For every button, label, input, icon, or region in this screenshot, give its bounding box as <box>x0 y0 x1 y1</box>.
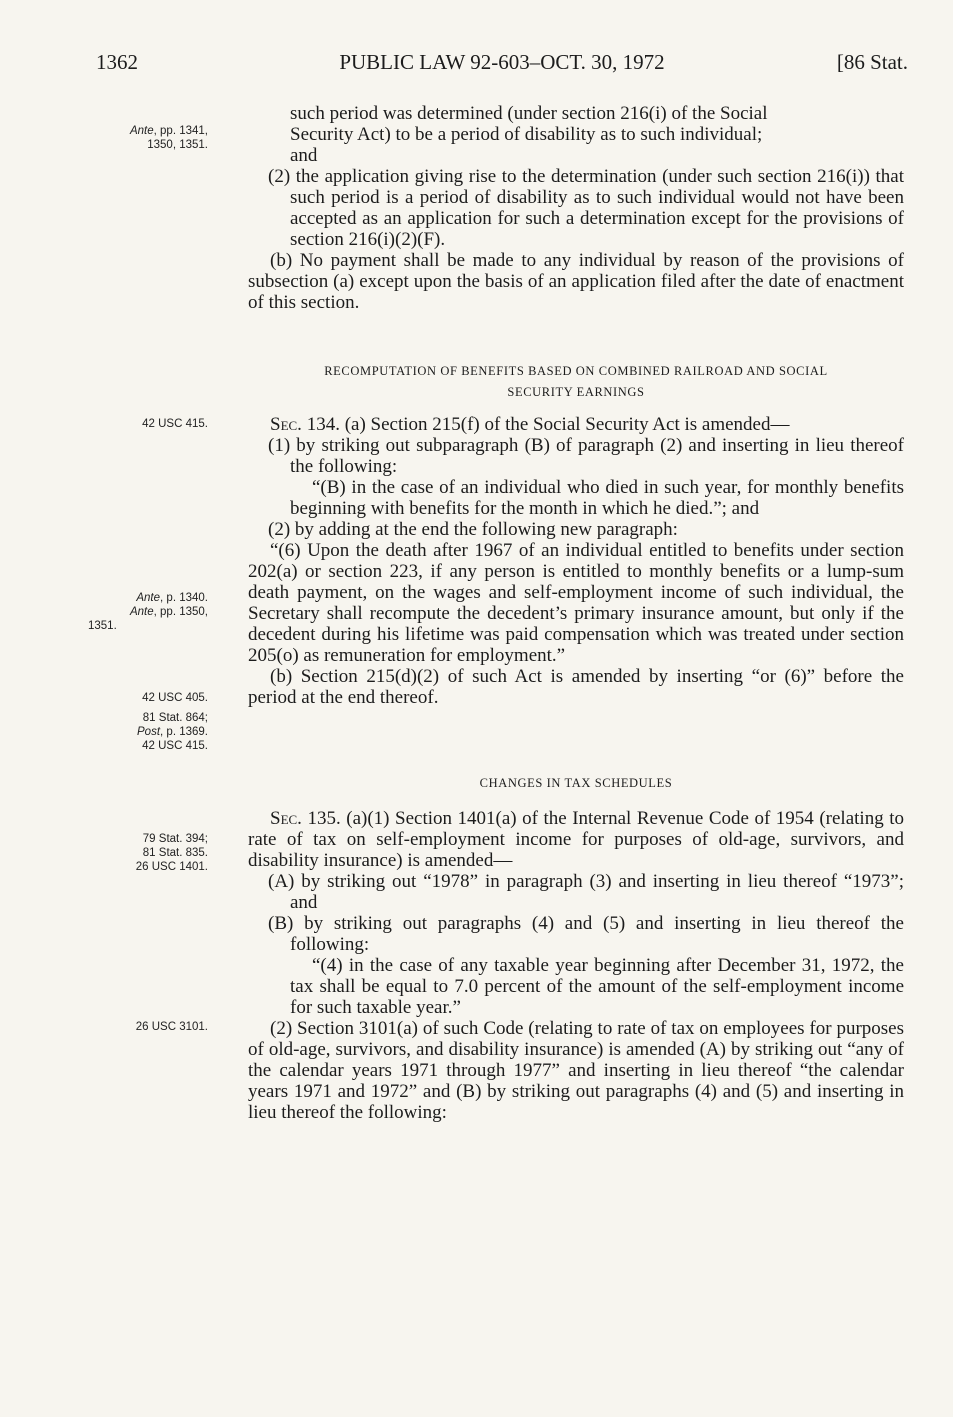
running-title: PUBLIC LAW 92-603–OCT. 30, 1972 <box>339 50 665 74</box>
section-134-subsection-b: (b) Section 215(d)(2) of such Act is amended by inserting “or (6)” before the period at the end thereof. <box>248 666 904 708</box>
continued-line-1: such period was determined (under section 216(i) of the Social <box>290 103 768 124</box>
margin-note-42usc405: 42 USC 405. <box>142 692 208 704</box>
margin-note-ante-1340: Ante, p. 1340. Ante, pp. 1350, 1351. <box>88 592 208 632</box>
section-135 <box>248 808 904 1123</box>
page-header <box>96 50 908 84</box>
section-135-para-A: (A) by striking out “1978” in paragraph (3) and inserting in lieu thereof “1973”; and <box>268 871 904 913</box>
section-134-intro: Sec. 134. (a) Section 215(f) of the Social Security Act is amended— <box>270 414 790 435</box>
section-134-para-1: (1) by striking out subparagraph (B) of paragraph (2) and inserting in lieu thereof the following: <box>268 435 904 477</box>
margin-note-26usc3101: 26 USC 3101. <box>135 1021 208 1033</box>
continued-line-2: Security Act) to be a period of disability as to such individual; <box>290 124 763 145</box>
continued-line-3: and <box>290 145 318 166</box>
section-135-para-2: (2) Section 3101(a) of such Code (relating to rate of tax on employees for purposes of old-age, survivors, and disability insurance) is amended (A) by striking out “any of the calendar years 1971 through 1977” and inserting in lieu thereof “the calendar years 1971 and 1972” and (B) by striking out paragraphs (4) and (5) and inserting in lieu thereof the following: <box>248 1018 904 1123</box>
margin-note-42usc415: 42 USC 415. <box>142 418 208 430</box>
subsection-b: (b) No payment shall be made to any individual by reason of the provisions of subsection (a) except upon the basis of an application filed after the date of enactment of this section. <box>248 250 904 313</box>
section-134-para-2: (2) by adding at the end the following new paragraph: <box>268 519 678 540</box>
section-heading-recomputation: RECOMPUTATION OF BENEFITS BASED ON COMBINED RAILROAD AND SOCIAL SECURITY EARNINGS <box>324 364 828 399</box>
paragraph-2: (2) the application giving rise to the determination (under such section 216(i)) that such period is a period of disability as to such individual would not have been accepted as an application for such a determination except for the provisions of section 216(i)(2)(F). <box>268 166 904 250</box>
section-134-quoted-6: “(6) Upon the death after 1967 of an individual entitled to benefits under section 202(a) or section 223, if any person is entitled to monthly benefits or a lump-sum death payment, on the wages and self-employment income of such individual, the Secretary shall recompute the decedent’s primary insurance amount, but only if the decedent during his lifetime was paid compensation which was treated under section 205(o) as remuneration for employment.” <box>248 540 904 666</box>
page-number: 1362 <box>96 50 138 74</box>
statute-volume: [86 Stat. <box>836 50 908 74</box>
section-135-quoted-4: “(4) in the case of any taxable year beginning after December 31, 1972, the tax shall be equal to 7.0 percent of the amount of the self-employment income for such taxable year.” <box>290 955 904 1018</box>
margin-note-79stat394: 79 Stat. 394; 81 Stat. 835. 26 USC 1401. <box>135 833 208 873</box>
section-134-quoted-b: “(B) in the case of an individual who died in such year, for monthly benefits beginning with benefits for the month in which he died.”; and <box>290 477 904 519</box>
section-heading-tax-schedules: CHANGES IN TAX SCHEDULES <box>479 776 673 790</box>
continuation-block <box>248 103 904 313</box>
section-134 <box>248 414 904 708</box>
section-135-intro: Sec. 135. (a)(1) Section 1401(a) of the Internal Revenue Code of 1954 (relating to rate of tax on self-employment income for purposes of old-age, survivors, and disability insurance) is amended— <box>248 808 904 871</box>
margin-note-81stat864: 81 Stat. 864; Post, p. 1369. 42 USC 415. <box>137 712 208 752</box>
margin-note-ante-1341: Ante, pp. 1341, 1350, 1351. <box>129 125 208 151</box>
section-135-para-B: (B) by striking out paragraphs (4) and (5) and inserting in lieu thereof the following: <box>268 913 904 955</box>
